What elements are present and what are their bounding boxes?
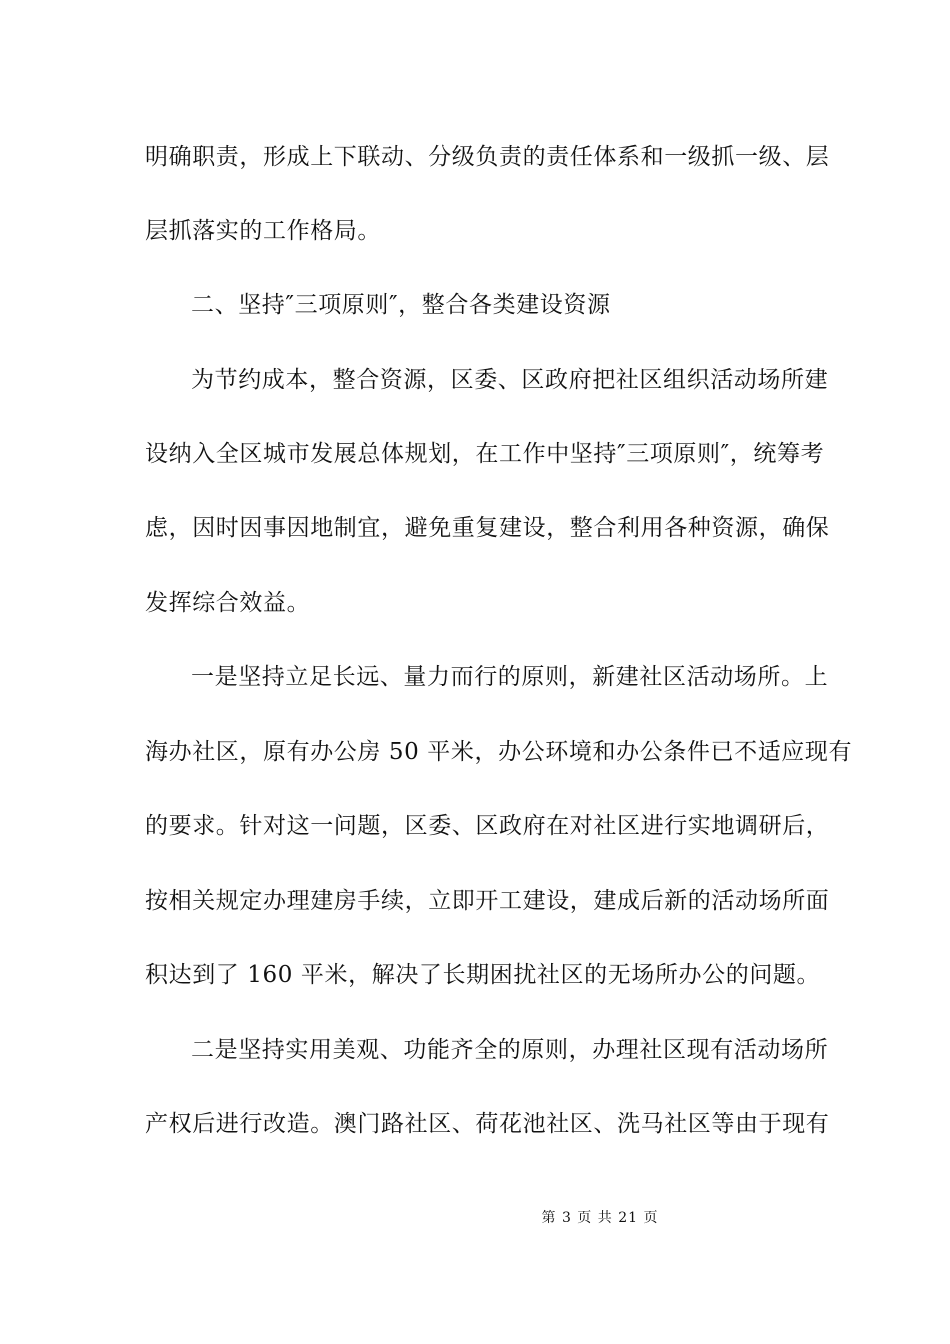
body-text-line: 产权后进行改造。澳门路社区、荷花池社区、洗马社区等由于现有 xyxy=(145,1111,830,1137)
body-text-line: 按相关规定办理建房手续，立即开工建设，建成后新的活动场所面 xyxy=(145,888,830,914)
body-text-line: 的要求。针对这一问题，区委、区政府在对社区进行实地调研后， xyxy=(145,813,830,839)
body-text-line: 一是坚持立足长远、量力而行的原则，新建社区活动场所。上 xyxy=(191,664,829,690)
body-text-line: 发挥综合效益。 xyxy=(145,590,311,616)
body-text-line: 虑，因时因事因地制宜，避免重复建设，整合利用各种资源，确保 xyxy=(145,515,830,541)
section-heading: 二、坚持″三项原则″，整合各类建设资源 xyxy=(191,292,611,318)
page-footer xyxy=(0,1208,950,1228)
body-text-line: 设纳入全区城市发展总体规划，在工作中坚持″三项原则″，统筹考 xyxy=(145,441,825,467)
body-text-line: 为节约成本，整合资源，区委、区政府把社区组织活动场所建 xyxy=(191,367,829,393)
body-text-line: 海办社区，原有办公房 50 平米，办公环境和办公条件已不适应现有 xyxy=(145,739,853,765)
body-text-line: 二是坚持实用美观、功能齐全的原则，办理社区现有活动场所 xyxy=(191,1037,829,1063)
body-text-line: 层抓落实的工作格局。 xyxy=(145,218,381,244)
body-text-line: 积达到了 160 平米，解决了长期困扰社区的无场所办公的问题。 xyxy=(145,962,821,988)
body-text-line: 明确职责，形成上下联动、分级负责的责任体系和一级抓一级、层 xyxy=(145,144,830,170)
page-number: 第 3 页 共 21 页 xyxy=(541,1210,659,1226)
